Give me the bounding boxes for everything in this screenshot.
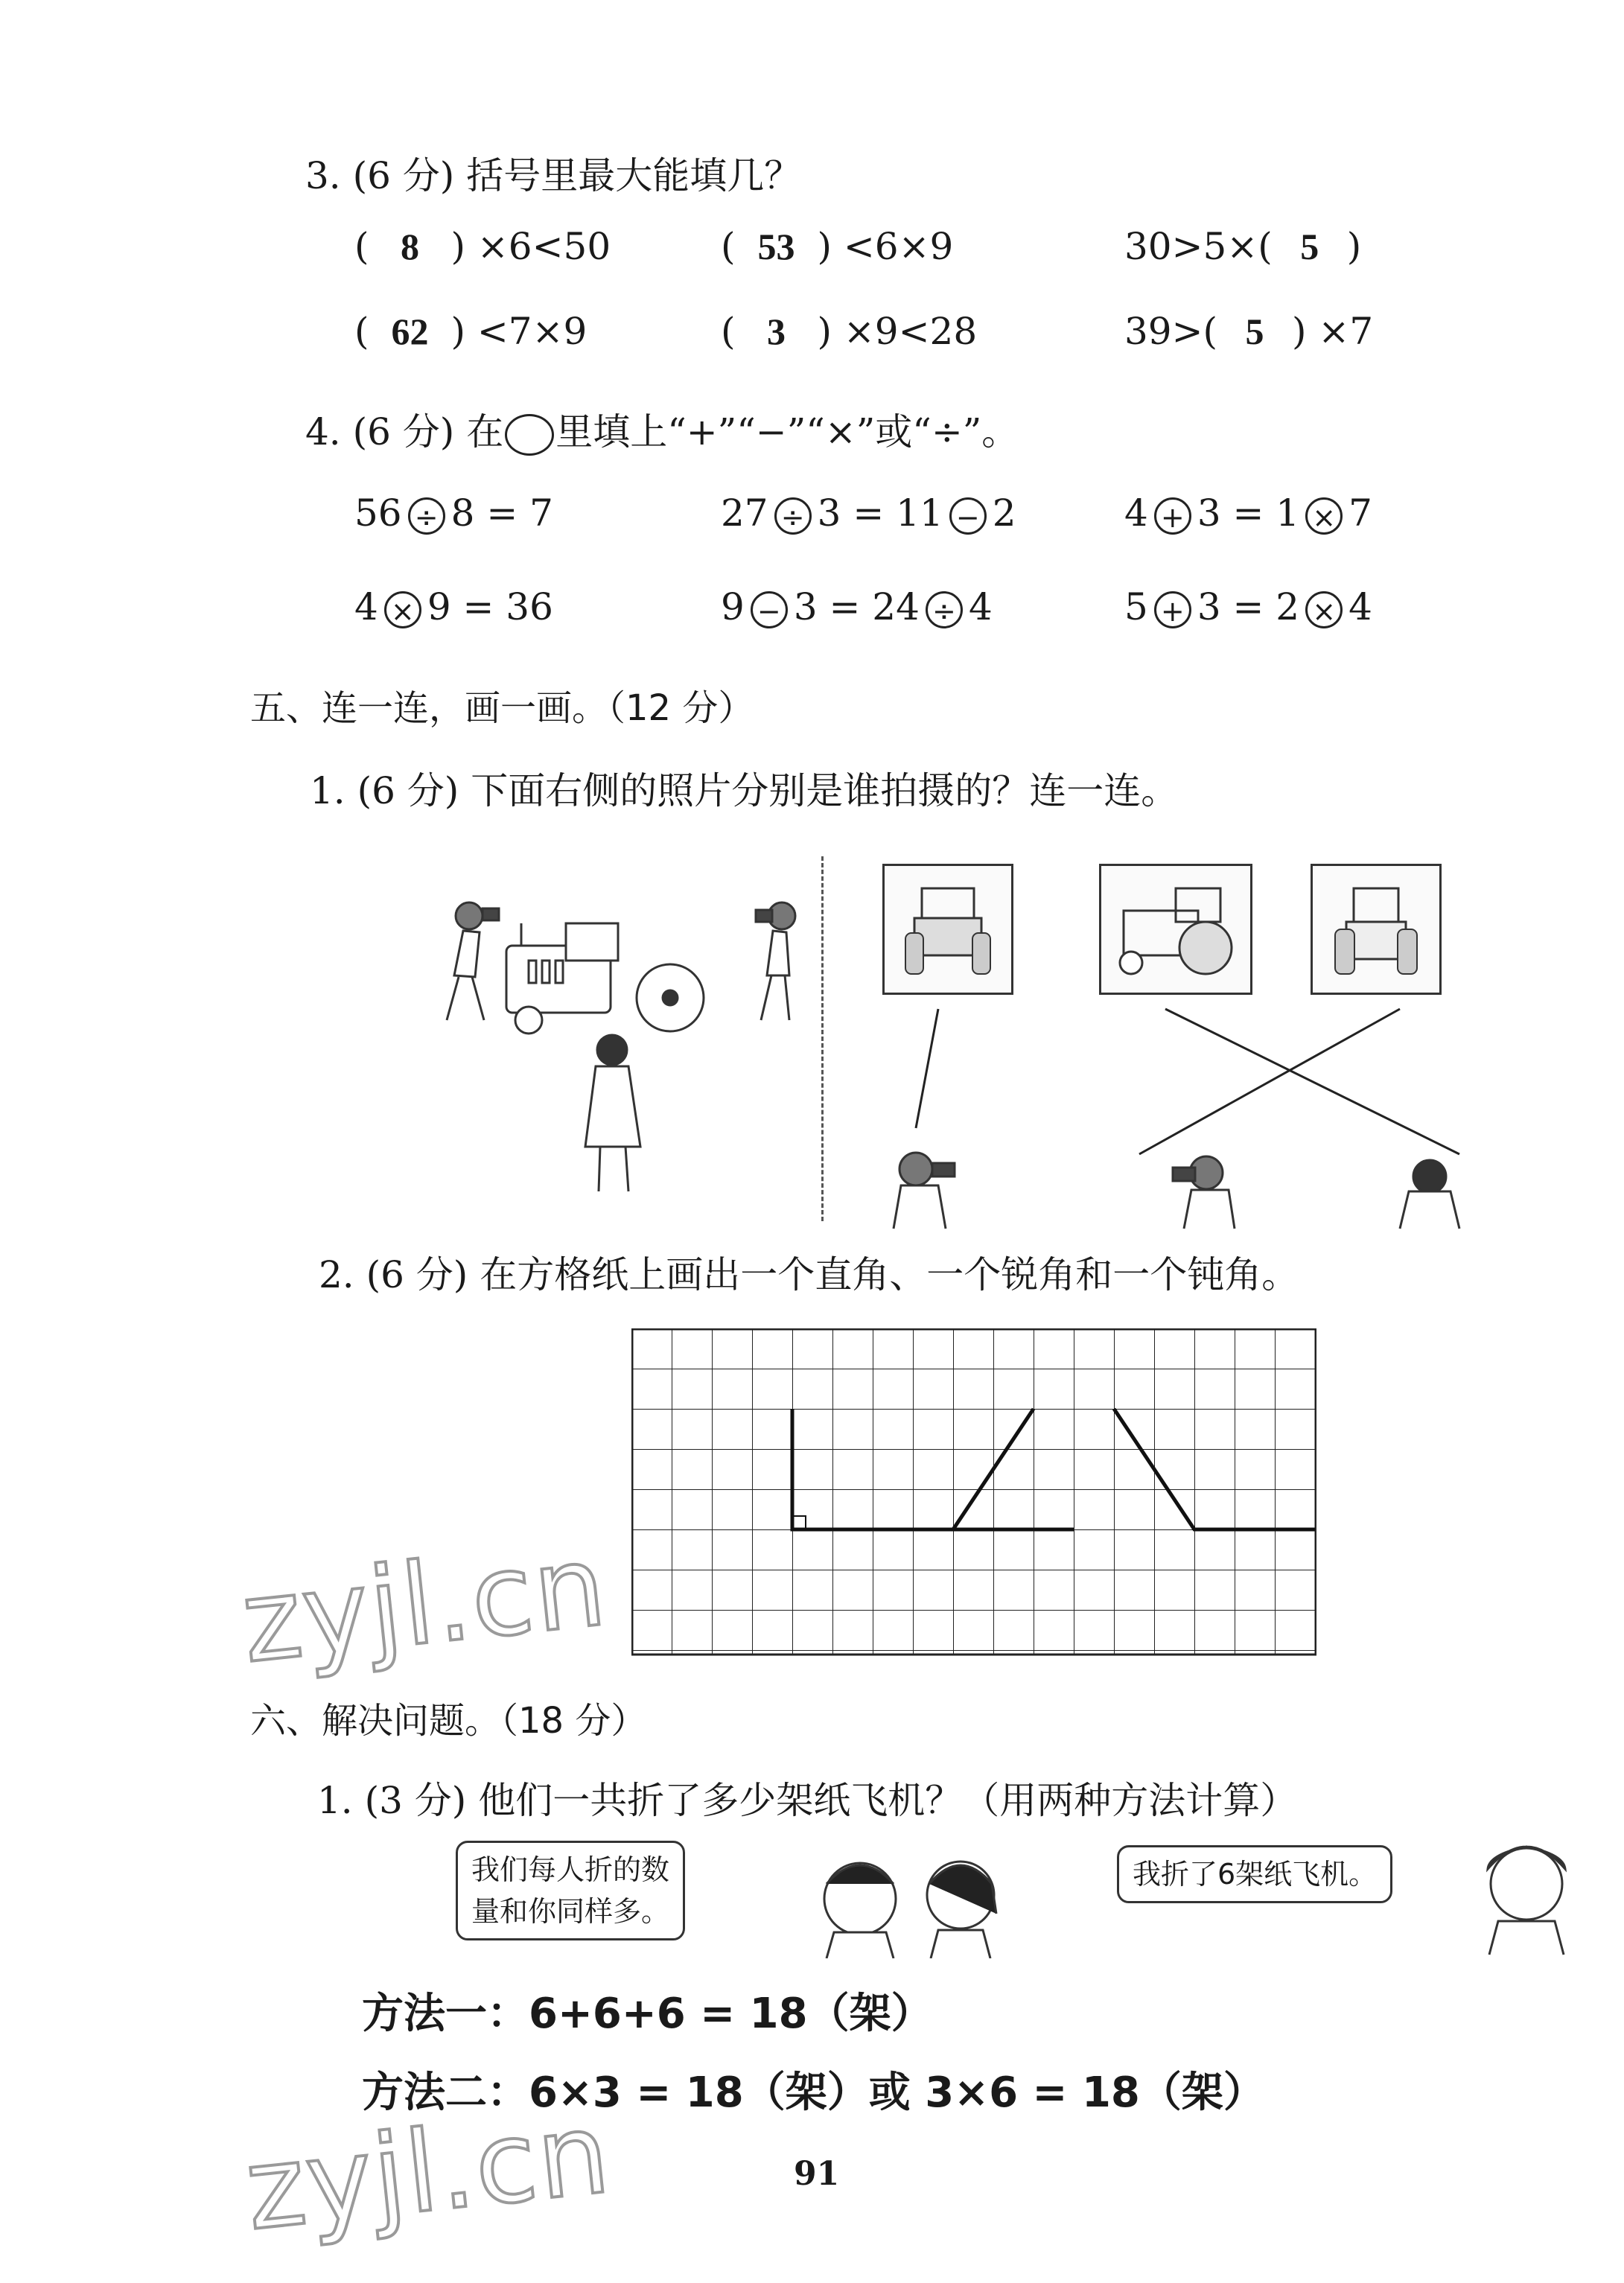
q4-expr-1: 56 ÷ 8 = 7 <box>354 491 553 535</box>
tractor-icon <box>506 923 704 1034</box>
speech-bubble-right: 我折了6架纸飞机。 <box>1117 1845 1392 1903</box>
boy-photographer-bottom-icon <box>1173 1156 1235 1229</box>
back-photographer-bottom-icon <box>1400 1160 1459 1229</box>
q3-item-5: ( 3 ) ×9<28 <box>721 310 978 353</box>
tractor-front-icon <box>885 866 1011 993</box>
tractor-scene-illustration <box>417 871 804 1229</box>
watermark-2: zyjl.cn <box>240 2088 617 2256</box>
q3-item-1: ( 8 ) ×6<50 <box>354 225 611 268</box>
photo-front-view <box>882 864 1013 995</box>
tractor-side-icon <box>1101 866 1250 993</box>
photo-side-view <box>1099 864 1252 995</box>
section5-heading: 五、连一连，画一画。（12 分） <box>250 687 754 729</box>
q4-expr-5: 9 − 3 = 24 ÷ 4 <box>721 585 993 628</box>
two-children-illustration <box>804 1839 1013 1958</box>
section5-q2: 2. (6 分) 在方格纸上画出一个直角、一个锐角和一个钝角。 <box>319 1253 1299 1296</box>
photo-back-view <box>1311 864 1442 995</box>
q3-item-4: ( 62 ) <7×9 <box>354 310 587 353</box>
q3-item-3: 30>5×( 5 ) <box>1124 225 1362 268</box>
method-1: 方法一：6+6+6 = 18（架） <box>362 1990 933 2038</box>
speech-bubble-left: 我们每人折的数 量和你同样多。 <box>456 1841 685 1940</box>
section6-heading: 六、解决问题。（18 分） <box>250 1700 647 1742</box>
q4-expr-2: 27 ÷ 3 = 11 − 2 <box>721 491 1016 535</box>
left-photographer-icon <box>447 902 499 1020</box>
q4-expr-3: 4 + 3 = 1 × 7 <box>1124 491 1372 535</box>
q4-expr-6: 5 + 3 = 2 × 4 <box>1124 585 1372 628</box>
q4-title: 4. (6 分) 在 里填上“+”“−”“×”或“÷”。 <box>305 402 1019 456</box>
q4-expr-4: 4 × 9 = 36 <box>354 585 553 628</box>
q3-item-2: ( 53 ) <6×9 <box>721 225 954 268</box>
bottom-girl-photographer-icon <box>585 1035 640 1191</box>
section6-q1: 1. (3 分) 他们一共折了多少架纸飞机？（用两种方法计算） <box>317 1779 1298 1822</box>
boy-illustration <box>1459 1824 1593 1958</box>
empty-circle-icon <box>505 414 554 456</box>
section5-q1: 1. (6 分) 下面右侧的照片分别是谁拍摄的？连一连。 <box>310 769 1179 812</box>
q3-item-6: 39>( 5 ) ×7 <box>1124 310 1374 353</box>
watermark-1: zyjl.cn <box>236 1521 613 1689</box>
page-number: 91 <box>794 2155 840 2193</box>
right-photographer-icon <box>756 902 795 1020</box>
girl-photographer-bottom-icon <box>894 1153 955 1229</box>
tractor-back-icon <box>1313 866 1439 993</box>
method-2: 方法二：6×3 = 18（架）或 3×6 = 18（架） <box>362 2069 1265 2117</box>
matching-lines <box>879 990 1474 1236</box>
dashed-divider <box>821 856 824 1221</box>
q3-title: 3. (6 分) 括号里最大能填几？ <box>305 154 802 197</box>
grid-paper <box>631 1328 1316 1659</box>
